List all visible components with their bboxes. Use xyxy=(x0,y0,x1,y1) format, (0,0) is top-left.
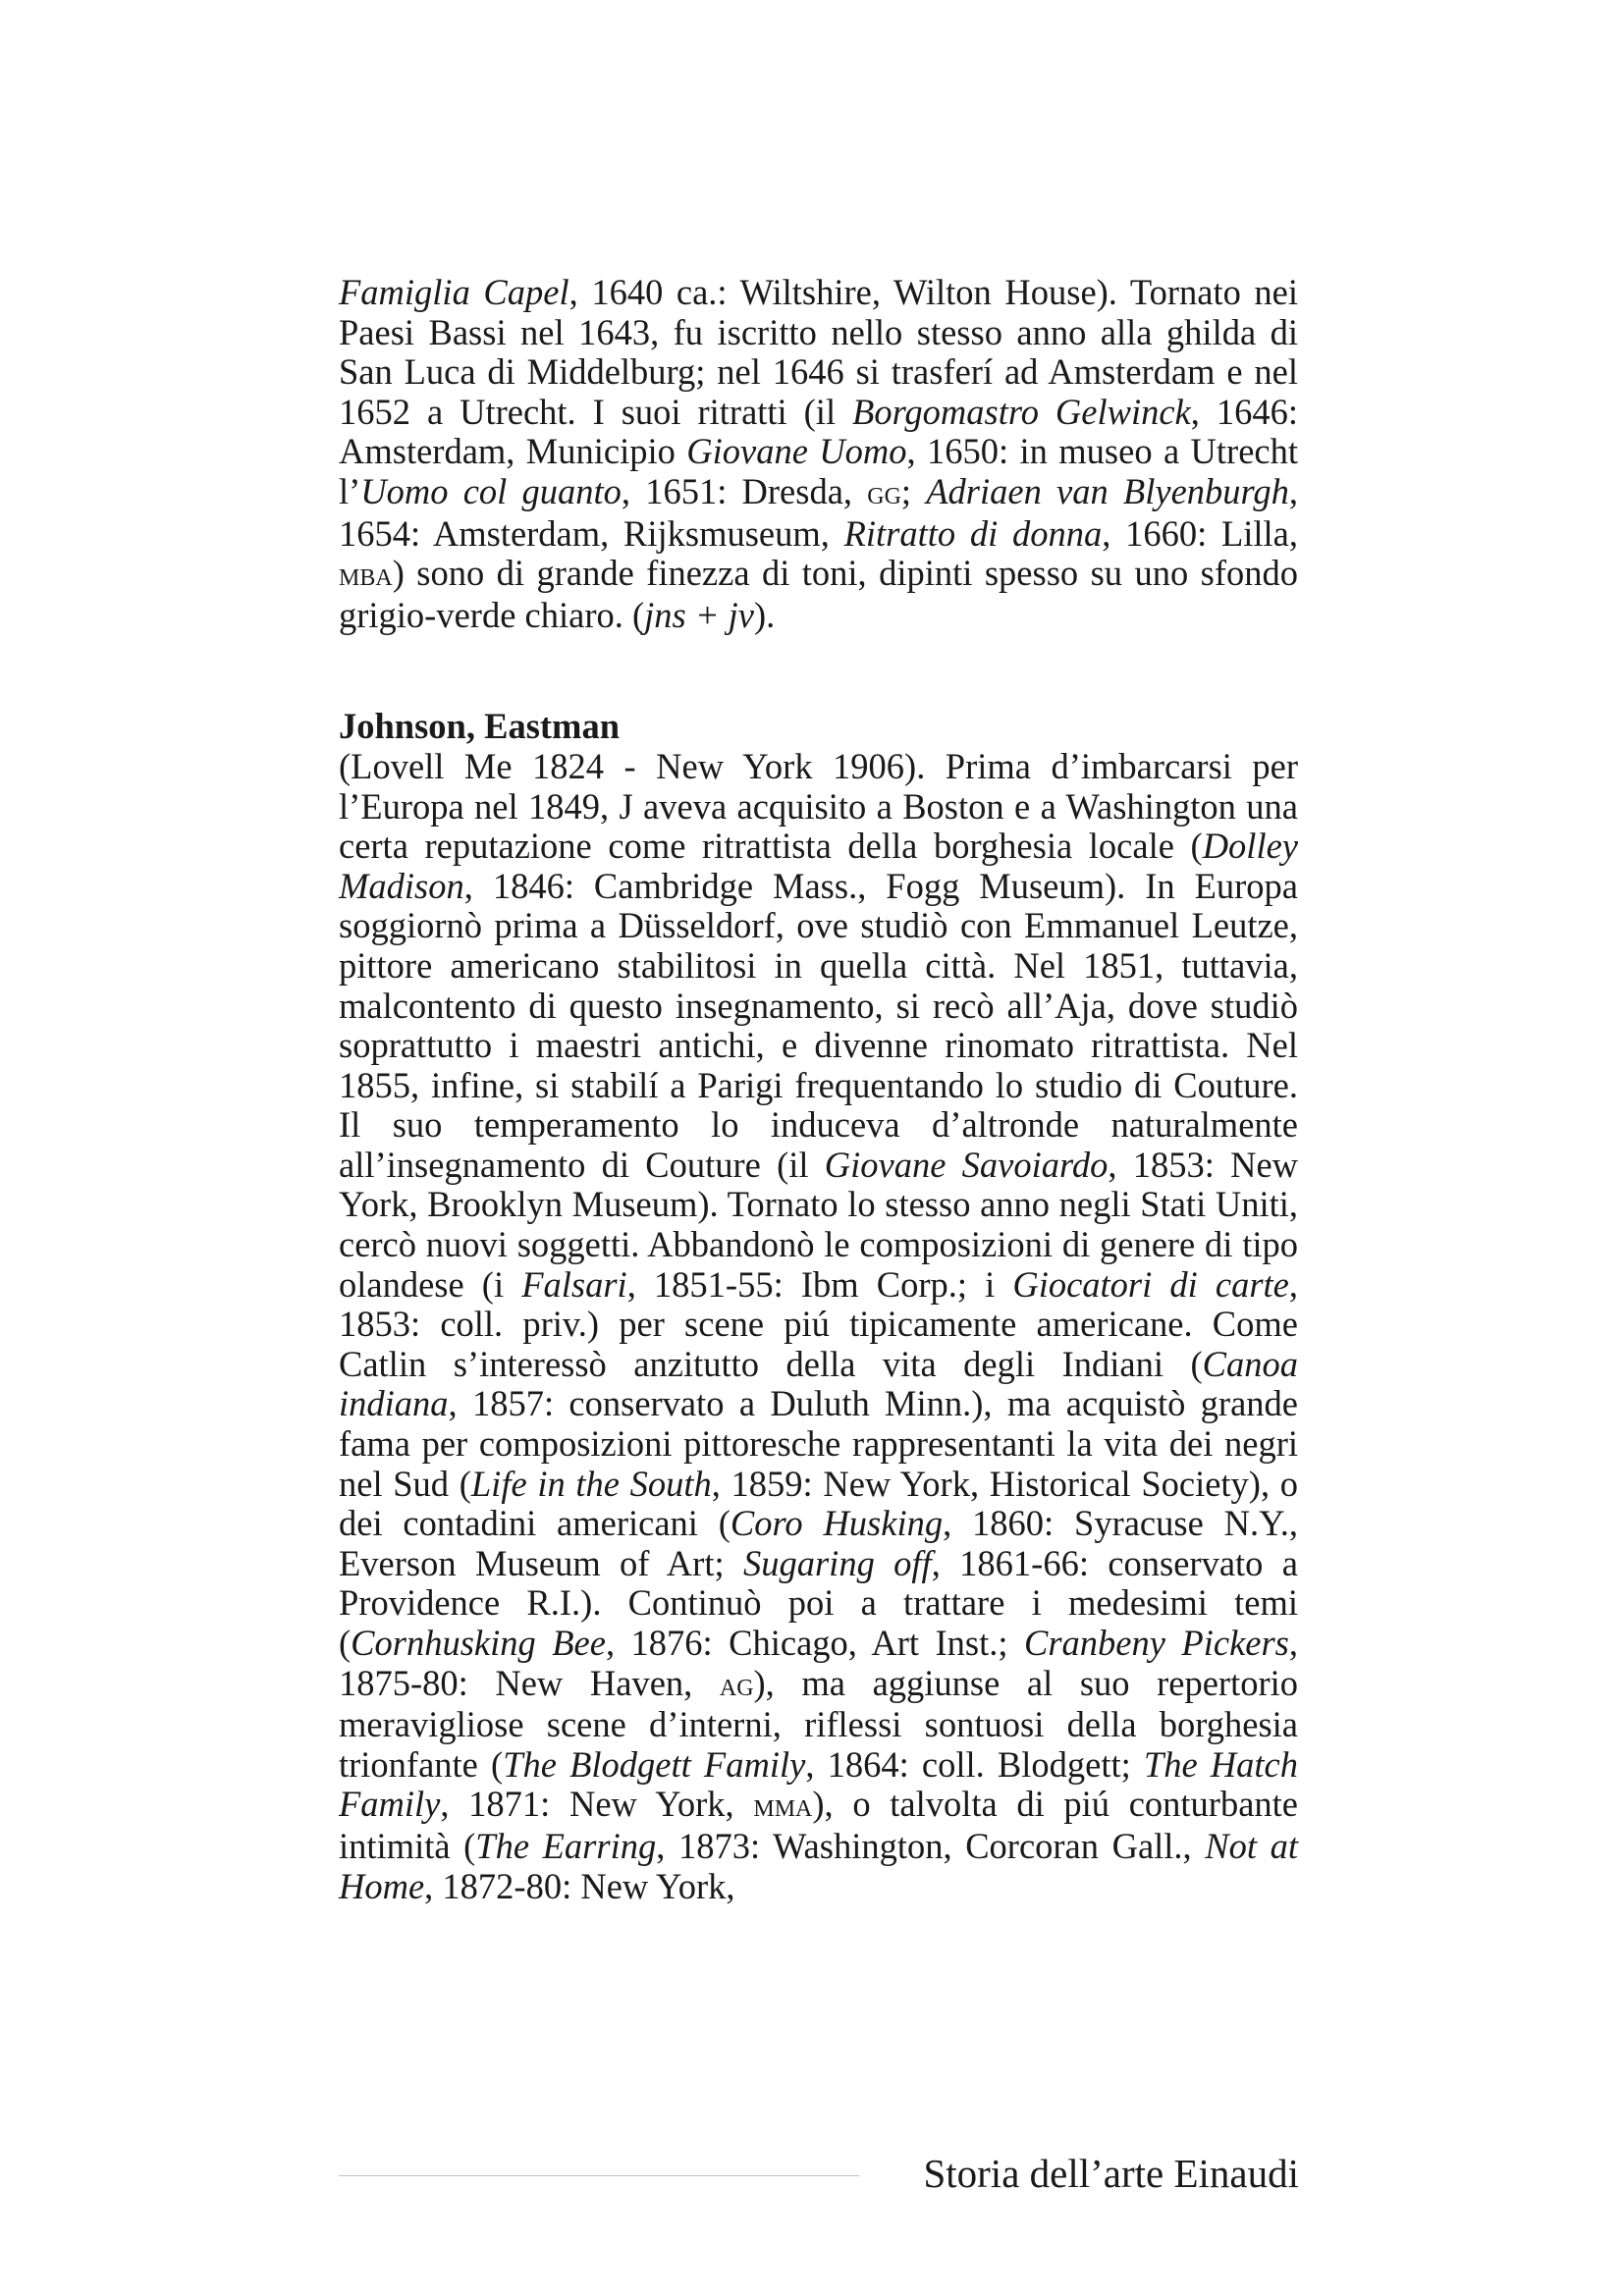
text-run: , 1857: conservato a Duluth Minn.), ma acquistò grande fama per composizioni pittoresche rappresentanti la vita dei negri nel Sud ( xyxy=(339,1383,1298,1504)
entry-title-johnson-eastman: Johnson, Eastman xyxy=(339,706,621,747)
italic-title: Not at Home xyxy=(339,1825,1298,1906)
italic-title: Giovane Savoiardo xyxy=(824,1144,1109,1185)
abbreviation: ag xyxy=(719,1666,754,1703)
text-run: , 1876: Chicago, Art Inst.; xyxy=(605,1623,1024,1663)
text-run: , 1654: Amsterdam, Rijksmuseum, xyxy=(339,470,1298,554)
italic-title: Dolley Madison xyxy=(339,826,1298,906)
text-run: , 1640 ca.: Wiltshire, Wilton House). Tornato nei Paesi Bassi nel 1643, fu iscritto nello stesso anno alla ghilda di San Luca di Middelburg; nel 1646 si trasferí ad Amsterdam e nel 1652 a Utrecht. I suoi ritratti (il xyxy=(339,272,1299,432)
abbreviation: gg xyxy=(867,474,901,511)
italic-title: The Blodgett Family xyxy=(503,1743,806,1785)
italic-title: The Hatch Family xyxy=(339,1743,1299,1825)
text-run: , 1650: in museo a Utrecht l’ xyxy=(339,431,1298,511)
italic-title: jns + jv xyxy=(644,594,754,635)
italic-title: Sugaring off xyxy=(742,1542,932,1583)
text-run: ). xyxy=(753,594,776,635)
text-run: ; xyxy=(900,470,927,511)
text-run: , 1853: coll. priv.) per scene piú tipicamente americane. Come Catlin s’interessò anzitutto della vita degli Indiani ( xyxy=(339,1263,1298,1384)
text-run: ) sono di grande finezza di toni, dipinti spesso su uno sfondo grigio-verde chiaro. ( xyxy=(339,553,1298,635)
text-run: , 1875-80: New Haven, xyxy=(339,1623,1298,1703)
italic-title: Canoa indiana xyxy=(339,1343,1298,1424)
entry-johnson-eastman-body xyxy=(339,747,1298,1906)
italic-title: Falsari xyxy=(521,1263,627,1305)
italic-title: Cranbeny Pickers xyxy=(1024,1623,1289,1663)
italic-title: Ritratto di donna xyxy=(843,512,1103,554)
text-run: , 1873: Washington, Corcoran Gall., xyxy=(656,1825,1206,1866)
italic-title: Famiglia Capel xyxy=(339,272,569,312)
text-run: , 1872-80: New York, xyxy=(424,1865,735,1906)
text-run: , 1660: Lilla, xyxy=(1102,512,1298,554)
text-run: , 1860: Syracuse N.Y., Everson Museum of Art; xyxy=(339,1503,1298,1583)
text-run: , 1646: Amsterdam, Municipio xyxy=(339,391,1298,472)
text-run: ), o talvolta di piú conturbante intimità ( xyxy=(339,1784,1298,1866)
abbreviation: mba xyxy=(339,557,393,594)
text-run: , 1651: Dresda, xyxy=(621,470,868,511)
text-run: ), ma aggiunse al suo repertorio meravigliose scene d’interni, riflessi sontuosi della borghesia trionfante ( xyxy=(339,1662,1299,1785)
entry-capel-continuation xyxy=(339,273,1298,635)
text-run: , 1859: New York, Historical Society), o dei contadini americani ( xyxy=(339,1463,1298,1544)
text-run: , 1864: coll. Blodgett; xyxy=(805,1743,1144,1785)
text-run: , 1853: New York, Brooklyn Museum). Tornato lo stesso anno negli Stati Uniti, cercò nuovi soggetti. Abbandonò le composizioni di genere di tipo olandese (i xyxy=(339,1144,1299,1305)
italic-title: The Earring xyxy=(475,1825,657,1866)
italic-title: Life in the South xyxy=(470,1463,712,1504)
footer-rule xyxy=(339,2175,859,2176)
text-run: , 1871: New York, xyxy=(440,1784,754,1825)
text-run: , 1846: Cambridge Mass., Fogg Museum). In Europa soggiornò prima a Düsseldorf, ove studiò con Emmanuel Leutze, pittore americano stabilitosi in quella città. Nel 1851, tuttavia, malcontento di questo insegnamento, si recò all’Aja, dove studiò soprattutto i maestri antichi, e divenne rinomato ritrattista. Nel 1855, infine, si stabilí a Parigi frequentando lo studio di Couture. Il suo temperamento lo induceva d’altronde naturalmente all’insegnamento di Couture (il xyxy=(339,865,1298,1185)
italic-title: Cornhusking Bee xyxy=(351,1623,606,1663)
italic-title: Borgomastro Gelwinck xyxy=(852,391,1191,432)
italic-title: Coro Husking xyxy=(730,1503,944,1544)
italic-title: Uomo col guanto xyxy=(360,470,622,511)
italic-title: Giocatori di carte xyxy=(1012,1263,1289,1305)
text-run: (Lovell Me 1824 - New York 1906). Prima d’imbarcarsi per l’Europa nel 1849, J aveva acquisito a Boston e a Washington una certa reputazione come ritrattista della borghesia locale ( xyxy=(339,745,1298,867)
text-column xyxy=(339,273,1298,1906)
italic-title: Adriaen van Blyenburgh xyxy=(926,470,1289,511)
abbreviation: mma xyxy=(753,1788,813,1825)
text-run: , 1851-55: Ibm Corp.; i xyxy=(626,1263,1013,1305)
footer-label: Storia dell’arte Einaudi xyxy=(923,2151,1299,2196)
italic-title: Giovane Uomo xyxy=(686,431,907,472)
text-run: , 1861-66: conservato a Providence R.I.). Continuò poi a trattare i medesimi temi ( xyxy=(339,1542,1298,1663)
